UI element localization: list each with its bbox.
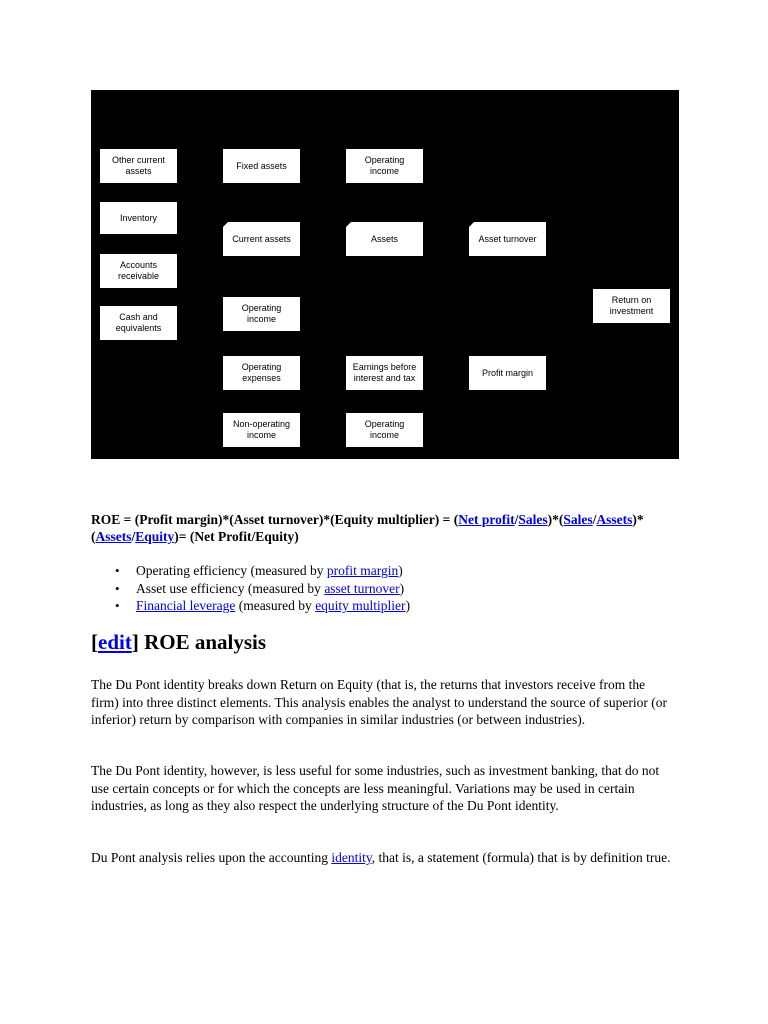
box-label: Fixed assets	[236, 160, 287, 171]
paragraph-roe-breakdown: The Du Pont identity breaks down Return on Equity (that is, the returns that investors receive from the firm) into three distinct elements. This analysis enables the analyst to understand the source of superior (or inferior) return by comparison with companies in similar industries (or between industries).	[91, 677, 667, 727]
efficiency-list	[91, 562, 410, 615]
equity-multiplier-link[interactable]: equity multiplier	[315, 598, 406, 613]
bullet-marker: •	[115, 598, 120, 613]
equity-link[interactable]: Equity	[135, 529, 175, 544]
section-heading	[91, 628, 266, 656]
box-accounts-receivable	[100, 254, 177, 288]
box-operating-income-mid	[223, 297, 300, 331]
sales-link[interactable]: Sales	[563, 512, 593, 527]
paragraph-limitations: The Du Pont identity, however, is less useful for some industries, such as investment banking, that do not use certain concepts or for which the concepts are less meaningful. Variations may be used in certain industries, as long as they also respect the underlying structure of the Du Pont identity.	[91, 763, 660, 813]
list-item	[91, 562, 410, 580]
assets-link[interactable]: Assets	[596, 512, 633, 527]
formula-text: /	[131, 529, 136, 544]
box-assets	[346, 222, 423, 256]
box-label: Cash and equivalents	[115, 312, 162, 333]
formula-text: /	[592, 512, 597, 527]
bullet-marker: •	[115, 580, 120, 596]
box-asset-turnover	[469, 222, 546, 256]
box-label: Asset turnover	[478, 233, 537, 244]
box-current-assets	[223, 222, 300, 256]
box-label: Inventory	[119, 212, 158, 223]
box-label: Profit margin	[481, 367, 534, 378]
box-label: Accounts receivable	[117, 260, 160, 281]
box-ebit	[346, 356, 423, 390]
sales-link[interactable]: Sales	[518, 512, 548, 527]
box-other-current-assets	[100, 149, 177, 183]
box-inventory	[100, 202, 177, 234]
dupont-diagram	[91, 90, 679, 459]
bracket: ]	[131, 630, 139, 654]
list-text: )	[405, 598, 411, 613]
box-operating-income-top	[346, 149, 423, 183]
formula-text: )*(	[547, 512, 564, 527]
formula-text: ROE = (Profit margin)*(Asset turnover)*(Equity multiplier) = (	[91, 512, 459, 527]
box-non-operating-income	[223, 413, 300, 447]
connector-notch	[346, 222, 351, 227]
box-label: Operating income	[364, 155, 405, 176]
roe-formula	[91, 511, 691, 545]
net-profit-link[interactable]: Net profit	[458, 512, 515, 527]
box-label: Current assets	[232, 233, 291, 244]
bracket: [	[91, 630, 98, 654]
box-label: Earnings before interest and tax	[352, 362, 417, 383]
list-item	[91, 597, 410, 615]
identity-link[interactable]: identity	[331, 850, 372, 865]
paragraph-identity	[91, 849, 671, 867]
list-text: )	[398, 563, 403, 578]
box-fixed-assets	[223, 149, 300, 183]
financial-leverage-link[interactable]: Financial leverage	[136, 598, 236, 613]
box-cash-and-equivalents	[100, 306, 177, 340]
section-title: ROE analysis	[138, 630, 267, 654]
assets-link[interactable]: Assets	[95, 529, 132, 544]
box-label: Operating income	[364, 419, 405, 440]
list-item	[91, 580, 410, 598]
box-label: Operating income	[241, 303, 282, 324]
list-text: Operating efficiency (measured by	[136, 563, 327, 578]
box-operating-income-bottom	[346, 413, 423, 447]
box-label: Other current assets	[111, 155, 166, 176]
asset-turnover-link[interactable]: asset turnover	[324, 580, 400, 596]
connector-notch	[223, 222, 228, 227]
box-label: Non-operating income	[232, 419, 291, 440]
box-label: Assets	[370, 233, 398, 244]
box-return-on-investment	[593, 289, 670, 323]
list-text: (measured by	[235, 598, 316, 613]
box-profit-margin	[469, 356, 546, 390]
edit-link[interactable]: edit	[98, 630, 132, 654]
formula-text: )*(	[91, 512, 644, 544]
box-operating-expenses	[223, 356, 300, 390]
list-text: )	[399, 580, 405, 596]
connector-notch	[469, 222, 474, 227]
list-text: Asset use efficiency (measured by	[136, 580, 325, 596]
paragraph-text: Du Pont analysis relies upon the accounting	[91, 850, 332, 865]
box-label: Operating expenses	[241, 362, 282, 383]
bullet-marker: •	[115, 563, 120, 578]
box-label: Return on investment	[609, 295, 654, 316]
profit-margin-link[interactable]: profit margin	[326, 563, 399, 578]
formula-text: /	[514, 512, 519, 527]
paragraph-text: , that is, a statement (formula) that is by definition true.	[371, 850, 671, 865]
formula-text: )= (Net Profit/Equity)	[174, 529, 299, 544]
